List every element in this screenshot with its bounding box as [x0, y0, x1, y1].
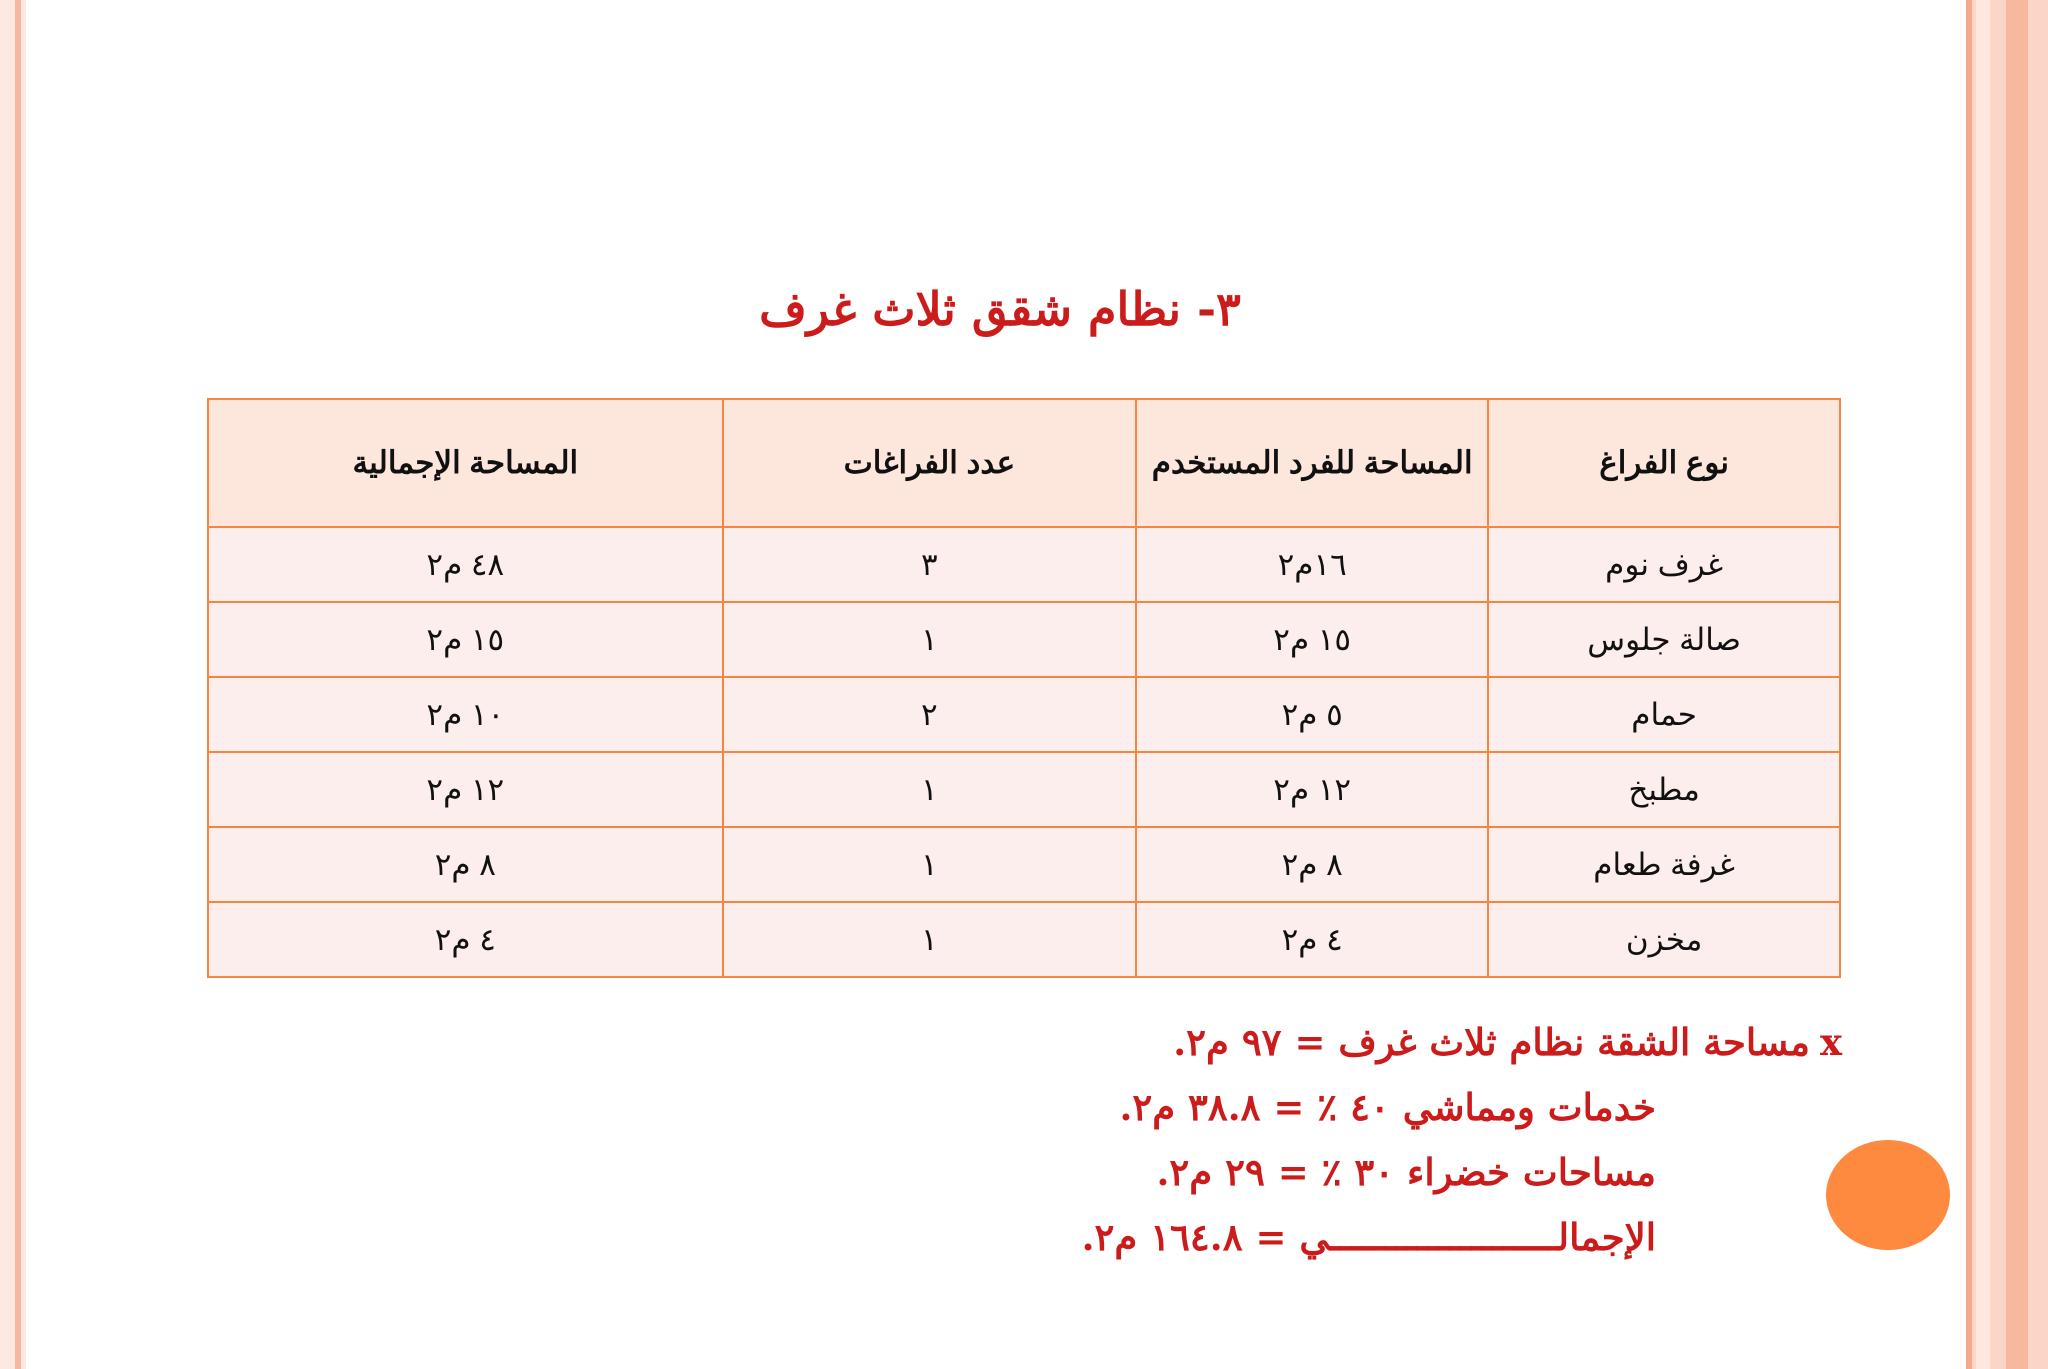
spaces-table: [207, 398, 1841, 978]
header-total-area: المساحة الإجمالية: [208, 399, 723, 527]
header-area-per-user: المساحة للفرد المستخدم: [1136, 399, 1488, 527]
cell-total-area: ٤ م٢: [208, 902, 723, 977]
table-row: [208, 827, 1840, 902]
slide-title: ٣- نظام شقق ثلاث غرف: [759, 282, 1241, 336]
header-space-count: عدد الفراغات: [723, 399, 1137, 527]
cell-space-type: غرفة طعام: [1488, 827, 1840, 902]
right-border-stripe: [2006, 0, 2028, 1369]
cell-space-type: مطبخ: [1488, 752, 1840, 827]
summary-line-green-areas: مساحات خضراء ٣٠ ٪ = ٢٩ م٢.: [1156, 1150, 1656, 1194]
cell-area-per-user: ٤ م٢: [1136, 902, 1488, 977]
right-border-stripe: [1966, 0, 1972, 1369]
cell-area-per-user: ٥ م٢: [1136, 677, 1488, 752]
cell-total-area: ١٠ م٢: [208, 677, 723, 752]
left-decorative-border: [0, 0, 26, 1369]
cell-space-type: حمام: [1488, 677, 1840, 752]
cell-total-area: ١٢ م٢: [208, 752, 723, 827]
table-header-row: [208, 399, 1840, 527]
table-row: [208, 527, 1840, 602]
table-row: [208, 752, 1840, 827]
cell-total-area: ٨ م٢: [208, 827, 723, 902]
summary-text: مساحة الشقة نظام ثلاث غرف = ٩٧ م٢.: [1173, 1020, 1810, 1064]
cell-total-area: ١٥ م٢: [208, 602, 723, 677]
right-decorative-border: [1966, 0, 2048, 1369]
summary-line-total: الإجمالـــــــــــــــــــــي = ١٦٤.٨ م٢.: [1081, 1215, 1656, 1259]
cell-space-type: صالة جلوس: [1488, 602, 1840, 677]
summary-line-apartment-area: [1173, 1020, 1842, 1064]
table-row: [208, 677, 1840, 752]
table-row: [208, 602, 1840, 677]
cell-space-type: غرف نوم: [1488, 527, 1840, 602]
cell-space-count: ١: [723, 602, 1137, 677]
cell-area-per-user: ١٥ م٢: [1136, 602, 1488, 677]
cell-area-per-user: ١٦م٢: [1136, 527, 1488, 602]
bullet-x-icon: x: [1819, 1020, 1842, 1064]
cell-space-count: ١: [723, 902, 1137, 977]
header-space-type: نوع الفراغ: [1488, 399, 1840, 527]
left-border-line: [15, 0, 21, 1369]
cell-space-count: ١: [723, 752, 1137, 827]
cell-total-area: ٤٨ م٢: [208, 527, 723, 602]
cell-area-per-user: ٨ م٢: [1136, 827, 1488, 902]
right-border-stripe: [1976, 0, 1990, 1369]
cell-space-type: مخزن: [1488, 902, 1840, 977]
table-row: [208, 902, 1840, 977]
cell-space-count: ٢: [723, 677, 1137, 752]
decorative-circle: [1826, 1140, 1950, 1250]
cell-space-count: ٣: [723, 527, 1137, 602]
cell-area-per-user: ١٢ م٢: [1136, 752, 1488, 827]
cell-space-count: ١: [723, 827, 1137, 902]
summary-line-services: خدمات ومماشي ٤٠ ٪ = ٣٨.٨ م٢.: [1119, 1085, 1656, 1129]
